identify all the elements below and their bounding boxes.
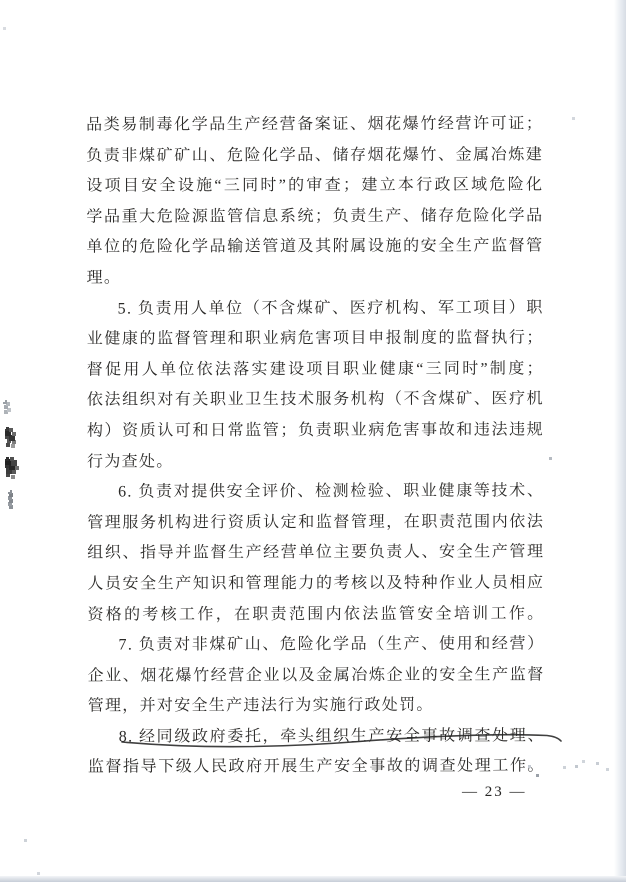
scan-edge-shadow-bottom [0,876,626,882]
scan-smudge [3,400,5,402]
scan-smudge [8,490,10,492]
text-line: 管理服务机构进行资质认定和监督管理，在职责范围内依法 [87,513,545,532]
text-line-clause-6: 6. 负责对提供安全评价、检测检验、职业健康等技术、 [118,482,545,501]
text-line: 理。 [86,269,122,287]
text-line: 设项目安全设施“三同时”的审查；建立本行政区域危险化 [86,176,544,195]
text-line: 组织、指导并监督生产经营单位主要负责人、安全生产管理 [87,543,545,562]
document-body-text [86,109,545,783]
text-line-clause-5: 5. 负责用人单位（不含煤矿、医疗机构、军工项目）职 [117,298,544,318]
text-line: 业健康的监督管理和职业病危害项目申报制度的监督执行； [86,329,544,348]
scan-noise-dots [0,0,1,1]
text-line-clause-7: 7. 负责对非煤矿山、危险化学品（生产、使用和经营） [118,635,545,654]
text-line: 品类易制毒化学品生产经营备案证、烟花爆竹经营许可证； [86,115,544,134]
scan-smudge [4,427,6,429]
page-number: — 23 — [462,784,527,800]
text-line: 学品重大危险源监管信息系统；负责生产、储存危险化学品 [86,207,544,226]
text-line: 构）资质认可和日常监管；负责职业病危害事故和违法违规 [86,421,544,440]
text-line: 管理，并对安全生产违法行为实施行政处罚。 [87,696,434,715]
text-line-clause-8-underlined: 8. 经同级政府委托，牵头组织生产安全事故调查处理、 [118,727,545,746]
text-line: 依法组织对有关职业卫生技术服务机构（不含煤矿、医疗机 [86,390,544,409]
scan-smudge [4,457,6,459]
text-line: 督促用人单位依法落实建设项目职业健康“三同时”制度； [86,360,544,379]
text-line: 单位的危险化学品输送管道及其附属设施的安全生产监督管 [86,237,544,256]
text-line: 负责非煤矿矿山、危险化学品、储存烟花爆竹、金属冶炼建 [86,145,544,165]
text-line: 企业、烟花爆竹经营企业以及金属冶炼企业的安全生产监督 [87,666,545,685]
scan-edge-shadow-right [614,0,626,882]
text-line: 行为查处。 [87,452,174,471]
text-line: 监督指导下级人民政府开展生产安全事故的调查处理工作。 [87,757,545,777]
text-line: 资格的考核工作，在职责范围内依法监管安全培训工作。 [87,604,545,624]
text-line: 人员安全生产知识和管理能力的考核以及特种作业人员相应 [87,574,545,593]
